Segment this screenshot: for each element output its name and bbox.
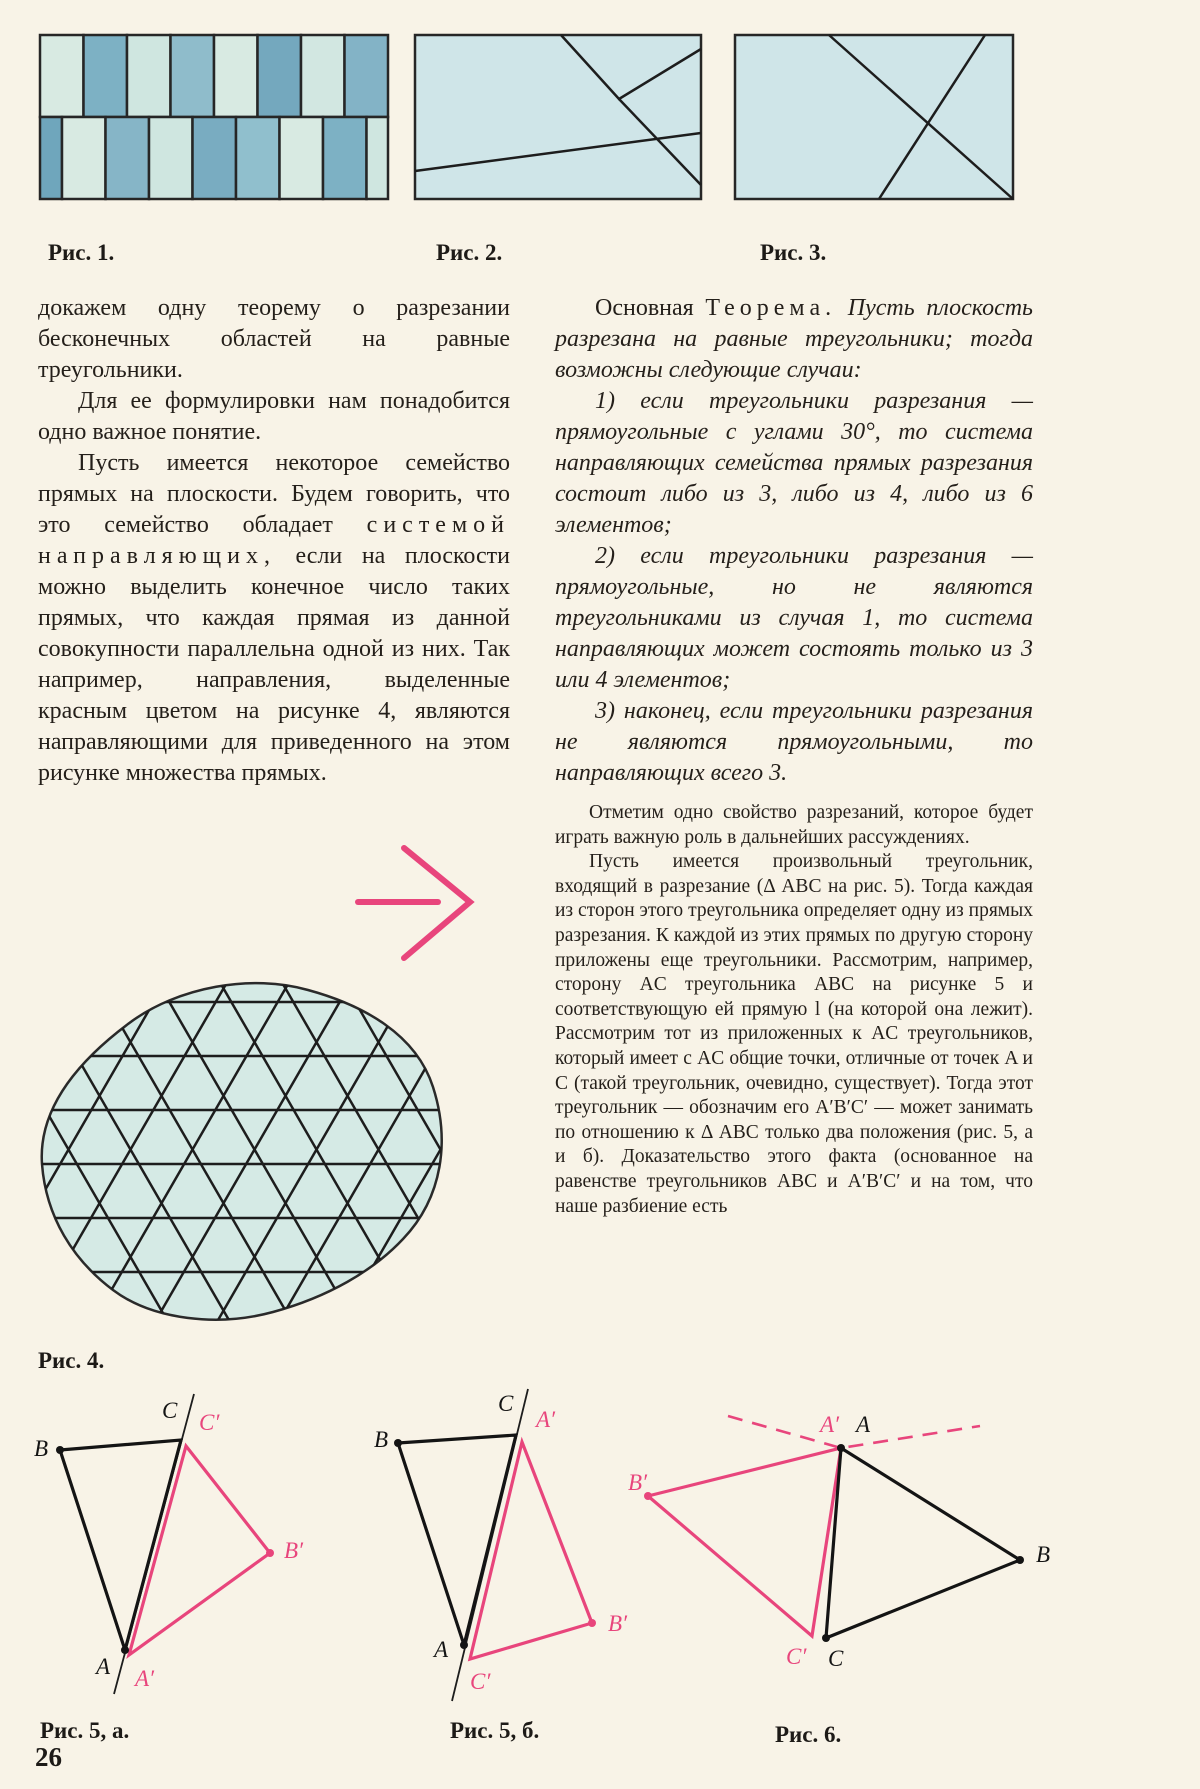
blob-outline: [42, 983, 442, 1320]
figure-1-caption: Рис. 1.: [48, 240, 115, 265]
figure-3-cuts: [733, 33, 1015, 201]
strip-cell: [193, 117, 237, 199]
label-A-prime: A′: [135, 1666, 155, 1691]
label-C-prime: C′: [199, 1410, 220, 1435]
vertex-dot: [1016, 1556, 1024, 1564]
label-A-prime: A′: [820, 1412, 840, 1437]
label-C: C: [498, 1391, 514, 1416]
label-A-prime: A′: [536, 1407, 556, 1432]
label-B-prime: B′: [608, 1611, 628, 1636]
vertex-dot: [121, 1646, 129, 1654]
strip-cell: [345, 35, 389, 117]
paragraph: Пусть имеется некоторое семейство прямых на плоскости. Будем говорить, что это семейство обладает системой направляющих, если на плоскости можно выделить конечное число таких прямых, что каждая прямая из данной совокупности параллельна одной из них. Так например, направления, выделенные красным цветом на рисунке 4, являются направляющими для приведенного на этом рисунке множества прямых.: [38, 450, 510, 786]
figure-6-triangles: [628, 1408, 1068, 1708]
label-C-prime: C′: [786, 1644, 807, 1669]
label-C: C: [162, 1398, 178, 1423]
vertex-dot: [266, 1549, 274, 1557]
strip-cell: [214, 35, 258, 117]
vertex-dot: [822, 1634, 830, 1642]
theorem-case-2: 2) если треугольники разрезания — прямоугольные, но не являются треугольниками из случая 1, то система направляющих может состоять только из 3 или 4 элементов;: [555, 543, 1033, 693]
paragraph: Пусть имеется произвольный треугольник, входящий в разрезание (Δ ABC на рис. 5). Тогда каждая из сторон этого треугольника определяет одну из прямых разрезания. К каждой из этих прямых по другую сторону приложены еще треугольники. Рассмотрим, например, сторону AC треугольника ABC на рисунке 5 и соответствующую ей прямую l (на которой она лежит). Рассмотрим тот из приложенных к AC треугольников, который имеет с AC общие точки, отличные от точек A и C (такой треугольник, очевидно, существует). Тогда этот треугольник — обозначим его A′B′C′ — может занимать по отношению к Δ ABC только два положения (рис. 5, а и б). Доказательство этого факта (основанное на равенстве треугольников ABC и A′B′C′ и на том, что наше разбиение есть: [555, 851, 1033, 1217]
strip-cell: [84, 35, 128, 117]
vertex-dot: [460, 1641, 468, 1649]
arrow-right-icon: [352, 842, 480, 964]
page-number: 26: [35, 1742, 62, 1772]
strip-cell: [106, 117, 150, 199]
label-A: A: [96, 1654, 111, 1679]
strip-cell: [171, 35, 215, 117]
vertex-dot: [837, 1444, 845, 1452]
strip-cell: [236, 117, 280, 199]
triangle-abc: [826, 1448, 1020, 1638]
figure-5a-caption: Рис. 5, а.: [40, 1718, 130, 1743]
theorem-case-1: 1) если треугольники разрезания — прямоугольные с углами 30°, то система направляющих семейства прямых разрезания состоит либо из 3, либо из 4, либо из 6 элементов;: [555, 388, 1033, 538]
figure-4-caption: Рис. 4.: [38, 1348, 105, 1373]
strip-cell: [323, 117, 367, 199]
figure-1-strips: [38, 33, 390, 201]
vertex-dot: [56, 1446, 64, 1454]
figure-5b-triangles: [360, 1385, 665, 1707]
figure-4-lattice-blob: [28, 972, 458, 1334]
label-C-prime: C′: [470, 1669, 491, 1694]
figure-5a-triangles: [18, 1388, 338, 1703]
strip-cell: [127, 35, 171, 117]
theorem-paragraph: Основная Теорема. Пусть плоскость разрезана на равные треугольники; тогда возможны следующие случаи:: [555, 295, 1033, 383]
figure-2-cuts: [413, 33, 703, 201]
figure-3-caption: Рис. 3.: [760, 240, 827, 265]
vertex-dot: [588, 1619, 596, 1627]
strip-cell: [258, 35, 302, 117]
label-B-prime: B′: [284, 1538, 304, 1563]
paragraph: Отметим одно свойство разрезаний, которое будет играть важную роль в дальнейших рассуждениях.: [555, 802, 1033, 848]
strip-cell: [149, 117, 193, 199]
theorem-case-3: 3) наконец, если треугольники разрезания не являются прямоугольными, то направляющих всего 3.: [555, 698, 1033, 786]
vertex-dot: [394, 1439, 402, 1447]
triangle-a1b1c1: [648, 1448, 841, 1636]
figure-2-caption: Рис. 2.: [436, 240, 503, 265]
label-B: B: [34, 1436, 49, 1461]
paragraph: докажем одну теорему о разрезании бесконечных областей на равные треугольники.: [38, 295, 510, 383]
paragraph: Для ее формулировки нам понадобится одно важное понятие.: [38, 388, 510, 445]
figure-5b-caption: Рис. 5, б.: [450, 1718, 540, 1743]
label-B-prime: B′: [628, 1470, 648, 1495]
strip-cell: [62, 117, 106, 199]
label-C: C: [828, 1646, 844, 1671]
left-text-column: [38, 293, 510, 789]
label-A: A: [434, 1637, 449, 1662]
strip-cell: [40, 117, 62, 199]
triangle-abc: [60, 1440, 181, 1650]
strip-cell: [280, 117, 324, 199]
label-A: A: [856, 1412, 871, 1437]
label-B: B: [374, 1427, 389, 1452]
strip-cell: [40, 35, 84, 117]
dashed-line: [728, 1416, 980, 1448]
label-B: B: [1036, 1542, 1051, 1567]
strip-cell: [367, 117, 389, 199]
figure-6-caption: Рис. 6.: [775, 1722, 842, 1747]
right-text-column: [555, 293, 1033, 1219]
strip-cell: [301, 35, 345, 117]
